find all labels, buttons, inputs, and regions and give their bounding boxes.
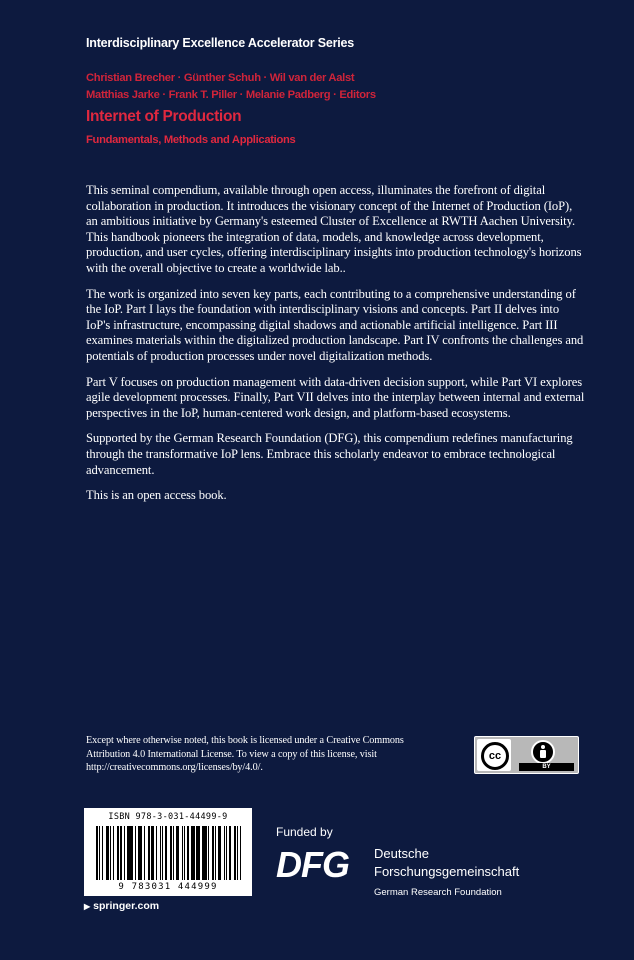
cc-logo-icon: cc	[481, 742, 509, 770]
barcode-bar	[184, 826, 185, 880]
authors-line-2-names: Matthias Jarke · Frank T. Piller · Melanie Padberg	[86, 89, 331, 101]
barcode-bar	[170, 826, 172, 880]
barcode-bar	[160, 826, 161, 880]
barcode-bar	[173, 826, 174, 880]
barcode-bar	[120, 826, 122, 880]
barcode-bar	[162, 826, 163, 880]
dfg-logo: DFG	[276, 844, 349, 885]
blurb-text	[86, 183, 586, 514]
barcode-bar	[193, 826, 194, 880]
dfg-name-line-2: Forschungsgemeinschaft	[374, 864, 520, 879]
barcode-bar	[205, 826, 206, 880]
editors-suffix: Editors	[339, 89, 376, 101]
barcode-bar	[124, 826, 125, 880]
barcode-bar	[176, 826, 179, 880]
barcode-bar	[191, 826, 192, 880]
barcode-bar	[196, 826, 199, 880]
authors-line-2	[86, 87, 506, 104]
editors-list	[86, 70, 506, 104]
book-title: Internet of Production	[86, 108, 242, 125]
barcode-bar	[141, 826, 142, 880]
cc-by-badge	[474, 736, 579, 774]
book-subtitle: Fundamentals, Methods and Applications	[86, 134, 296, 146]
dfg-name-line-1: Deutsche	[374, 846, 429, 861]
attribution-person-icon	[531, 740, 555, 764]
barcode-bar	[187, 826, 189, 880]
barcode-bar	[106, 826, 109, 880]
barcode-bar	[99, 826, 100, 880]
isbn-barcode	[84, 808, 252, 896]
barcode-bar	[151, 826, 154, 880]
blurb-paragraph: This seminal compendium, available through open access, illuminates the forefront of digital collaboration in production. It introduces the visionary concept of the Internet of Production (IoP), an ambitious initiative by Germany's esteemed Cluster of Excellence at RWTH Aachen University. This handbook pioneers the integration of data, models, and knowledge across development, production, and user cycles, offering interdisciplinary insights into production technology's horizons with the overall objective to create a worldwide lab..	[86, 183, 582, 275]
barcode-bar	[96, 826, 98, 880]
barcode-bar	[148, 826, 150, 880]
barcode-bar	[117, 826, 119, 880]
cc-badge-left	[477, 739, 511, 771]
barcode-bar	[218, 826, 221, 880]
barcode-bar	[110, 826, 111, 880]
editors-separator: ·	[333, 89, 340, 101]
barcode-bars	[96, 826, 244, 880]
barcode-bar	[234, 826, 236, 880]
barcode-bar	[224, 826, 225, 880]
barcode-bar	[165, 826, 167, 880]
barcode-bar	[127, 826, 128, 880]
barcode-bar	[212, 826, 214, 880]
blurb-paragraph: The work is organized into seven key parts, each contributing to a comprehensive understanding of the IoP. Part I lays the foundation with interdisciplinary visions and concepts. Part II delves into IoP's infrastructure, encompassing digital shadows and actionable artificial intelligence. Part III examines materials within the digitalized production landscape. Part IV confronts the challenges and potentials of production processes under novel digitalization methods.	[86, 286, 584, 363]
license-notice: Except where otherwise noted, this book is licensed under a Creative Commons Attribution 4.0 International License. To view a copy of this license, visit http://creativecommons.org/licenses/by/4.0/.	[86, 735, 404, 774]
barcode-digits: 9 783031 444999	[118, 882, 218, 892]
arrow-right-icon: ▶	[84, 902, 91, 911]
publisher-link[interactable]	[84, 900, 159, 912]
barcode-bar	[215, 826, 216, 880]
barcode-bar	[202, 826, 204, 880]
barcode-bar	[226, 826, 227, 880]
blurb-paragraph: This is an open access book.	[86, 488, 227, 503]
isbn-number: ISBN 978-3-031-44499-9	[108, 812, 228, 822]
series-title: Interdisciplinary Excellence Accelerator Series	[86, 36, 355, 50]
barcode-bar	[102, 826, 103, 880]
barcode-bar	[135, 826, 136, 880]
barcode-bar	[129, 826, 132, 880]
blurb-paragraph: Supported by the German Research Foundation (DFG), this compendium redefines manufacturing through the transformative IoP lens. Embrace this scholarly endeavor to embrace technological advancement.	[86, 431, 573, 477]
blurb-paragraph: Part V focuses on production management with data-driven decision support, while Part VI explores agile development processes. Finally, Part VII delves into the interplay between internal and external perspectives in the IoP, human-centered work design, and platform-based ecosystems.	[86, 374, 585, 420]
barcode-bar	[208, 826, 209, 880]
barcode-bar	[182, 826, 183, 880]
funded-by-label: Funded by	[276, 825, 333, 839]
barcode-bar	[240, 826, 241, 880]
dfg-name-english: German Research Foundation	[374, 887, 502, 898]
barcode-bar	[138, 826, 140, 880]
barcode-bar	[237, 826, 238, 880]
barcode-bar	[113, 826, 114, 880]
barcode-bar	[229, 826, 231, 880]
authors-line-1: Christian Brecher · Günther Schuh · Wil van der Aalst	[86, 72, 355, 84]
barcode-bar	[156, 826, 157, 880]
barcode-bar	[144, 826, 145, 880]
by-label: BY	[519, 763, 574, 771]
publisher-url: springer.com	[93, 900, 160, 912]
